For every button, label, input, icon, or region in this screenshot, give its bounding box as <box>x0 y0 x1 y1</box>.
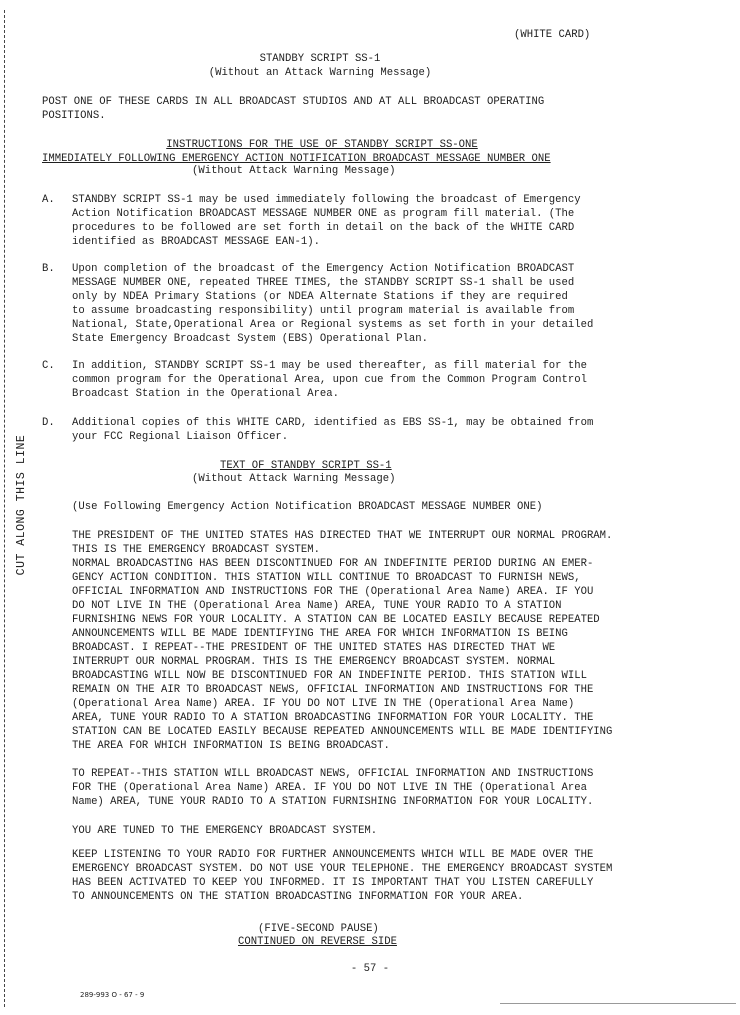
paragraph-line: MESSAGE NUMBER ONE, repeated THREE TIMES, the STANDBY SCRIPT SS-1 shall be used <box>72 277 575 289</box>
script-line: GENCY ACTION CONDITION. THIS STATION WILL CONTINUE TO BROADCAST TO FURNISH NEWS, <box>72 572 581 584</box>
script-line: DO NOT LIVE IN THE (Operational Area Name) AREA, TUNE YOUR RADIO TO A STATION <box>72 600 562 612</box>
script-line: NORMAL BROADCASTING HAS BEEN DISCONTINUED FOR AN INDEFINITE PERIOD DURING AN EMER- <box>72 558 594 570</box>
script-line: FURNISHING NEWS FOR YOUR LOCALITY. A STATION CAN BE LOCATED EASILY BECAUSE REPEATED <box>72 614 600 626</box>
text-heading <box>220 459 392 473</box>
paragraph-line: Action Notification BROADCAST MESSAGE NUMBER ONE as program fill material. (The <box>72 208 575 220</box>
keep-line: TO ANNOUNCEMENTS ON THE STATION BROADCASTING INFORMATION FOR YOUR AREA. <box>72 891 524 903</box>
script-line: OFFICIAL INFORMATION AND INSTRUCTIONS FOR THE (Operational Area Name) AREA. IF YOU <box>72 586 594 598</box>
paragraph-letter: B. <box>42 263 55 275</box>
card-label: (WHITE CARD) <box>514 29 591 41</box>
script-body <box>72 529 672 753</box>
script-line: INTERRUPT OUR NORMAL PROGRAM. THIS IS THE EMERGENCY BROADCAST SYSTEM. NORMAL <box>72 656 556 668</box>
paragraph-letter: D. <box>42 417 55 429</box>
cut-line <box>4 10 5 1007</box>
paragraph-line: National, State,Operational Area or Regional systems as set forth in your detailed <box>72 319 594 331</box>
instructions-heading <box>42 138 602 152</box>
paragraph-line: Upon completion of the broadcast of the Emergency Action Notification BROADCAST <box>72 263 575 275</box>
script-line: BROADCAST. I REPEAT--THE PRESIDENT OF THE UNITED STATES HAS DIRECTED THAT WE <box>72 642 556 654</box>
script-title: STANDBY SCRIPT SS-1 <box>259 53 381 65</box>
text-heading-label: TEXT OF STANDBY SCRIPT SS-1 <box>220 460 392 472</box>
bottom-rule <box>500 1003 736 1004</box>
instructions-sub: (Without Attack Warning Message) <box>192 165 396 177</box>
paragraph-line: your FCC Regional Liaison Officer. <box>72 431 289 443</box>
repeat-line: TO REPEAT--THIS STATION WILL BROADCAST NEWS, OFFICIAL INFORMATION AND INSTRUCTIONS <box>72 768 594 780</box>
continued-on-reverse <box>238 935 397 949</box>
paragraph-line: to assume broadcasting responsibility) until program material is available from <box>72 305 575 317</box>
five-second-pause: (FIVE-SECOND PAUSE) <box>258 923 379 935</box>
repeat-body <box>72 767 672 809</box>
paragraph-line: In addition, STANDBY SCRIPT SS-1 may be used thereafter, as fill material for the <box>72 360 587 372</box>
repeat-line: Name) AREA, TUNE YOUR RADIO TO A STATION FURNISHING INFORMATION FOR YOUR LOCALITY. <box>72 796 594 808</box>
paragraph-body <box>72 359 664 401</box>
instructions-heading-line-2: IMMEDIATELY FOLLOWING EMERGENCY ACTION NOTIFICATION BROADCAST MESSAGE NUMBER ONE <box>42 153 551 165</box>
paragraph-line: Additional copies of this WHITE CARD, identified as EBS SS-1, may be obtained from <box>72 417 594 429</box>
script-line: REMAIN ON THE AIR TO BROADCAST NEWS, OFFICIAL INFORMATION AND INSTRUCTIONS FOR THE <box>72 684 594 696</box>
keep-listening-body <box>72 848 692 904</box>
script-line: THE PRESIDENT OF THE UNITED STATES HAS DIRECTED THAT WE INTERRUPT OUR NORMAL PROGRAM. <box>72 530 613 542</box>
repeat-line: FOR THE (Operational Area Name) AREA. IF YOU DO NOT LIVE IN THE (Operational Area <box>72 782 587 794</box>
text-sub: (Without Attack Warning Message) <box>192 473 396 485</box>
script-line: BROADCASTING WILL NOW BE DISCONTINUED FOR AN INDEFINITE PERIOD. THIS STATION WILL <box>72 670 587 682</box>
page-number: - 57 - <box>350 963 390 975</box>
script-line: AREA, TUNE YOUR RADIO TO A STATION BROADCASTING INFORMATION FOR YOUR LOCALITY. THE <box>72 712 594 724</box>
paragraph-body <box>72 193 664 249</box>
paragraph-body <box>72 262 664 346</box>
post-notice-line: POSITIONS. <box>42 110 106 122</box>
paragraph-line: common program for the Operational Area, upon cue from the Common Program Control <box>72 374 587 386</box>
paragraph-letter: C. <box>42 360 55 372</box>
script-line: THE AREA FOR WHICH INFORMATION IS BEING BROADCAST. <box>72 740 390 752</box>
paragraph-line: State Emergency Broadcast System (EBS) Operational Plan. <box>72 333 429 345</box>
paragraph-body <box>72 416 664 444</box>
script-subtitle: (Without an Attack Warning Message) <box>208 67 432 79</box>
paragraph-line: STANDBY SCRIPT SS-1 may be used immediately following the broadcast of Emergency <box>72 194 581 206</box>
paragraph-line: identified as BROADCAST MESSAGE EAN-1). <box>72 236 320 248</box>
continued-label: CONTINUED ON REVERSE SIDE <box>238 936 397 948</box>
paragraph-line: Broadcast Station in the Operational Area. <box>72 388 340 400</box>
use-following: (Use Following Emergency Action Notification BROADCAST MESSAGE NUMBER ONE) <box>72 501 543 513</box>
script-line: THIS IS THE EMERGENCY BROADCAST SYSTEM. <box>72 544 320 556</box>
keep-line: HAS BEEN ACTIVATED TO KEEP YOU INFORMED. IT IS IMPORTANT THAT YOU LISTEN CAREFULLY <box>72 877 594 889</box>
instructions-heading-line-1: INSTRUCTIONS FOR THE USE OF STANDBY SCRIPT SS-ONE <box>166 139 478 151</box>
script-line: (Operational Area Name) AREA. IF YOU DO NOT LIVE IN THE (Operational Area Name) <box>72 698 575 710</box>
print-code: 289-993 O - 67 - 9 <box>80 991 145 999</box>
paragraph-line: only by NDEA Primary Stations (or NDEA Alternate Stations if they are required <box>72 291 568 303</box>
paragraph-line: procedures to be followed are set forth in detail on the back of the WHITE CARD <box>72 222 575 234</box>
script-line: ANNOUNCEMENTS WILL BE MADE IDENTIFYING THE AREA FOR WHICH INFORMATION IS BEING <box>72 628 568 640</box>
script-line: STATION CAN BE LOCATED EASILY BECAUSE REPEATED ANNOUNCEMENTS WILL BE MADE IDENTIFYING <box>72 726 613 738</box>
keep-line: EMERGENCY BROADCAST SYSTEM. DO NOT USE YOUR TELEPHONE. THE EMERGENCY BROADCAST SYSTEM <box>72 863 613 875</box>
post-notice <box>42 95 662 123</box>
keep-line: KEEP LISTENING TO YOUR RADIO FOR FURTHER ANNOUNCEMENTS WHICH WILL BE MADE OVER THE <box>72 849 594 861</box>
paragraph-letter: A. <box>42 194 55 206</box>
tuned-line: YOU ARE TUNED TO THE EMERGENCY BROADCAST SYSTEM. <box>72 825 378 837</box>
post-notice-line: POST ONE OF THESE CARDS IN ALL BROADCAST STUDIOS AND AT ALL BROADCAST OPERATING <box>42 96 545 108</box>
cut-along-label: CUT ALONG THIS LINE <box>15 434 28 576</box>
